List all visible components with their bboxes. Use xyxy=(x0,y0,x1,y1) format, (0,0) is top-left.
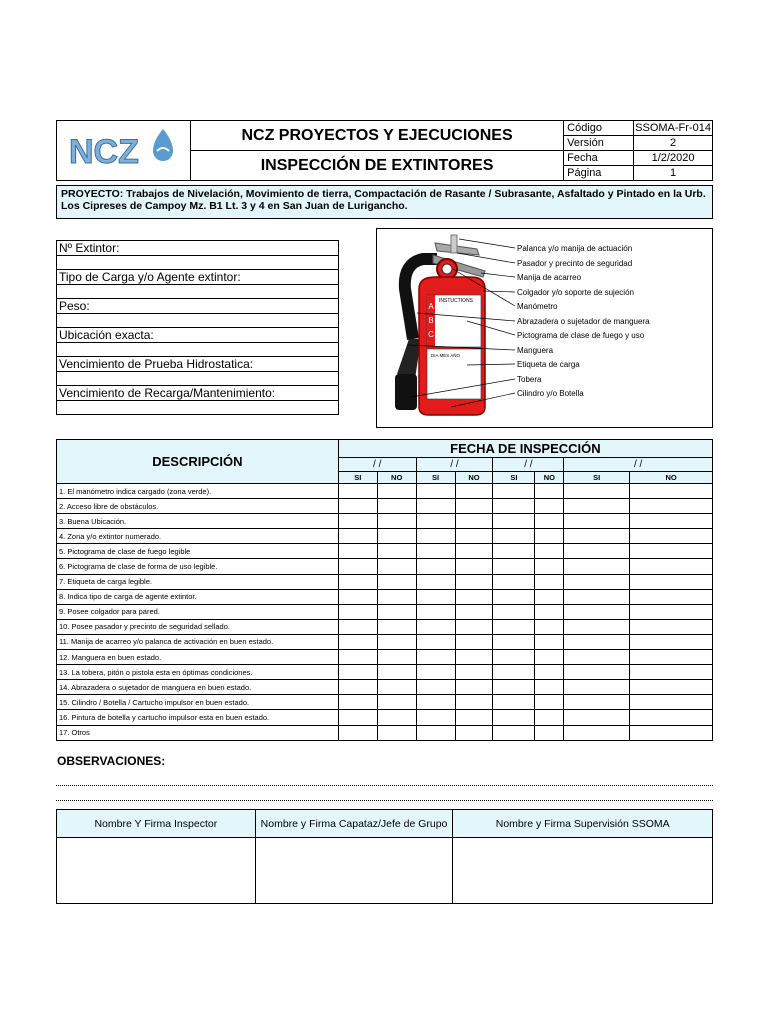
checklist-no-cell[interactable] xyxy=(455,544,493,559)
checklist-no-cell[interactable] xyxy=(630,619,713,634)
si-header: SI xyxy=(416,472,455,484)
checklist-item-label: 5. Pictograma de clase de fuego legible xyxy=(57,544,339,559)
checklist-no-cell[interactable] xyxy=(455,589,493,604)
info-input-tipo-carga[interactable] xyxy=(57,285,339,299)
no-header: NO xyxy=(535,472,564,484)
checklist-si-cell[interactable] xyxy=(493,680,535,695)
checklist-item-label: 14. Abrazadera o sujetador de manguera en buen estado. xyxy=(57,680,339,695)
table-row xyxy=(57,680,713,695)
svg-text:INSTUCTIONS: INSTUCTIONS xyxy=(439,298,473,304)
checklist-no-cell[interactable] xyxy=(630,514,713,529)
checklist-no-cell[interactable] xyxy=(535,499,564,514)
checklist-si-cell[interactable] xyxy=(416,680,455,695)
checklist-no-cell[interactable] xyxy=(630,604,713,619)
checklist-no-cell[interactable] xyxy=(455,559,493,574)
checklist-si-cell[interactable] xyxy=(564,725,630,740)
checklist-si-cell[interactable] xyxy=(564,634,630,649)
callout-manometro: Manómetro xyxy=(517,302,558,311)
callout-pictograma: Pictograma de clase de fuego y uso xyxy=(517,331,645,340)
callout-manguera: Manguera xyxy=(517,346,554,355)
document-title: INSPECCIÓN DE EXTINTORES xyxy=(190,151,563,181)
checklist-si-cell[interactable] xyxy=(338,499,377,514)
observations-label: OBSERVACIONES: xyxy=(57,754,166,768)
info-label-peso: Peso: xyxy=(57,299,339,314)
checklist-item-label: 11. Manija de acarreo y/o palanca de activación en buen estado. xyxy=(57,634,339,649)
checklist-si-cell[interactable] xyxy=(416,589,455,604)
checklist-no-cell[interactable] xyxy=(630,695,713,710)
checklist-si-cell[interactable] xyxy=(338,559,377,574)
checklist-no-cell[interactable] xyxy=(377,589,416,604)
callout-cilindro: Cilindro y/o Botella xyxy=(517,389,584,398)
checklist-no-cell[interactable] xyxy=(630,589,713,604)
svg-text:C: C xyxy=(428,330,434,339)
checklist-si-cell[interactable] xyxy=(493,544,535,559)
checklist-no-cell[interactable] xyxy=(630,544,713,559)
svg-text:DIA MES AÑO: DIA MES AÑO xyxy=(431,353,461,358)
description-header: DESCRIPCIÓN xyxy=(57,440,339,484)
meta-label-version: Versión xyxy=(564,136,634,151)
signature-field-capataz[interactable] xyxy=(255,838,453,904)
checklist-si-cell[interactable] xyxy=(338,665,377,680)
info-input-prueba-hidrostatica[interactable] xyxy=(57,372,339,386)
checklist-no-cell[interactable] xyxy=(455,634,493,649)
project-description: PROYECTO: Trabajos de Nivelación, Movimiento de tierra, Compactación de Rasante / Subrasante, Asfaltado y Pintado en la Urb. Los Cipreses de Campoy Mz. B1 Lt. 3 y 4 en San Juan de Lurigancho. xyxy=(56,185,713,219)
table-row xyxy=(57,559,713,574)
checklist-no-cell[interactable] xyxy=(377,725,416,740)
extinguisher-info-form xyxy=(56,240,339,415)
company-name: NCZ PROYECTOS Y EJECUCIONES xyxy=(190,121,563,151)
checklist-no-cell[interactable] xyxy=(377,665,416,680)
checklist-no-cell[interactable] xyxy=(455,604,493,619)
checklist-si-cell[interactable] xyxy=(416,559,455,574)
checklist-item-label: 2. Acceso libre de obstáculos. xyxy=(57,499,339,514)
checklist-no-cell[interactable] xyxy=(377,619,416,634)
table-row xyxy=(57,604,713,619)
table-row xyxy=(57,634,713,649)
checklist-si-cell[interactable] xyxy=(338,680,377,695)
checklist-si-cell[interactable] xyxy=(338,604,377,619)
checklist-item-label: 3. Buena Ubicación. xyxy=(57,514,339,529)
checklist-si-cell[interactable] xyxy=(493,650,535,665)
checklist-no-cell[interactable] xyxy=(455,574,493,589)
checklist-no-cell[interactable] xyxy=(535,484,564,499)
signatures-table xyxy=(56,809,713,904)
checklist-no-cell[interactable] xyxy=(535,619,564,634)
info-label-recarga: Vencimiento de Recarga/Mantenimiento: xyxy=(57,386,339,401)
checklist-body xyxy=(57,484,713,741)
table-row xyxy=(57,544,713,559)
checklist-no-cell[interactable] xyxy=(377,529,416,544)
checklist-si-cell[interactable] xyxy=(493,514,535,529)
checklist-si-cell[interactable] xyxy=(493,529,535,544)
checklist-si-cell[interactable] xyxy=(564,574,630,589)
checklist-no-cell[interactable] xyxy=(535,695,564,710)
info-input-recarga[interactable] xyxy=(57,401,339,415)
checklist-no-cell[interactable] xyxy=(455,725,493,740)
checklist-si-cell[interactable] xyxy=(564,604,630,619)
info-input-ubicacion[interactable] xyxy=(57,343,339,357)
checklist-si-cell[interactable] xyxy=(564,619,630,634)
checklist-no-cell[interactable] xyxy=(377,574,416,589)
ncz-logo-icon xyxy=(63,121,183,177)
extinguisher-diagram xyxy=(376,228,713,428)
checklist-si-cell[interactable] xyxy=(416,665,455,680)
table-row xyxy=(57,484,713,499)
table-row xyxy=(57,574,713,589)
checklist-no-cell[interactable] xyxy=(630,529,713,544)
checklist-si-cell[interactable] xyxy=(338,544,377,559)
checklist-no-cell[interactable] xyxy=(377,544,416,559)
inspection-date-2[interactable]: / / xyxy=(416,458,493,472)
meta-value-fecha: 1/2/2020 xyxy=(634,151,713,166)
checklist-si-cell[interactable] xyxy=(416,710,455,725)
table-row xyxy=(57,725,713,740)
checklist-si-cell[interactable] xyxy=(338,589,377,604)
info-label-tipo-carga: Tipo de Carga y/o Agente extintor: xyxy=(57,270,339,285)
checklist-item-label: 8. Indica tipo de carga de agente extintor. xyxy=(57,589,339,604)
checklist-item-label: 9. Posee colgador para pared. xyxy=(57,604,339,619)
checklist-no-cell[interactable] xyxy=(455,710,493,725)
checklist-si-cell[interactable] xyxy=(338,695,377,710)
checklist-si-cell[interactable] xyxy=(416,725,455,740)
table-row xyxy=(57,710,713,725)
table-row xyxy=(57,650,713,665)
checklist-si-cell[interactable] xyxy=(338,484,377,499)
checklist-si-cell[interactable] xyxy=(416,529,455,544)
checklist-si-cell[interactable] xyxy=(338,650,377,665)
checklist-no-cell[interactable] xyxy=(377,634,416,649)
checklist-no-cell[interactable] xyxy=(630,499,713,514)
checklist-no-cell[interactable] xyxy=(630,650,713,665)
checklist-no-cell[interactable] xyxy=(377,514,416,529)
observations-line-1[interactable] xyxy=(56,785,713,786)
checklist-no-cell[interactable] xyxy=(535,725,564,740)
checklist-no-cell[interactable] xyxy=(455,529,493,544)
checklist-si-cell[interactable] xyxy=(338,514,377,529)
checklist-si-cell[interactable] xyxy=(416,514,455,529)
callout-pasador: Pasador y precinto de seguridad xyxy=(517,259,633,268)
checklist-si-cell[interactable] xyxy=(338,619,377,634)
checklist-si-cell[interactable] xyxy=(338,725,377,740)
table-row xyxy=(57,589,713,604)
callout-manija: Manija de acarreo xyxy=(517,273,582,282)
checklist-item-label: 7. Etiqueta de carga legible. xyxy=(57,574,339,589)
info-input-peso[interactable] xyxy=(57,314,339,328)
callout-tobera: Tobera xyxy=(517,375,542,384)
table-row xyxy=(57,514,713,529)
signature-label-inspector: Nombre Y Firma Inspector xyxy=(57,810,256,838)
checklist-si-cell[interactable] xyxy=(564,680,630,695)
meta-value-pagina: 1 xyxy=(634,166,713,181)
checklist-si-cell[interactable] xyxy=(564,499,630,514)
checklist-no-cell[interactable] xyxy=(630,725,713,740)
info-label-numero: Nº Extintor: xyxy=(57,241,339,256)
signature-label-supervision: Nombre y Firma Supervisión SSOMA xyxy=(453,810,713,838)
checklist-no-cell[interactable] xyxy=(455,650,493,665)
meta-label-pagina: Página xyxy=(564,166,634,181)
checklist-no-cell[interactable] xyxy=(535,544,564,559)
table-row xyxy=(57,695,713,710)
checklist-no-cell[interactable] xyxy=(535,634,564,649)
checklist-no-cell[interactable] xyxy=(630,634,713,649)
checklist-si-cell[interactable] xyxy=(416,619,455,634)
checklist-item-label: 10. Posee pasador y precinto de seguridad sellado. xyxy=(57,619,339,634)
checklist-si-cell[interactable] xyxy=(493,619,535,634)
checklist-item-label: 16. Pintura de botella y cartucho impulsor esta en buen estado. xyxy=(57,710,339,725)
checklist-item-label: 6. Pictograma de clase de forma de uso legible. xyxy=(57,559,339,574)
checklist-no-cell[interactable] xyxy=(630,710,713,725)
table-row xyxy=(57,665,713,680)
checklist-si-cell[interactable] xyxy=(564,559,630,574)
signature-field-supervision[interactable] xyxy=(453,838,713,904)
checklist-si-cell[interactable] xyxy=(416,634,455,649)
no-header: NO xyxy=(377,472,416,484)
checklist-no-cell[interactable] xyxy=(455,695,493,710)
meta-value-codigo: SSOMA-Fr-014 xyxy=(635,122,711,134)
checklist-no-cell[interactable] xyxy=(377,484,416,499)
checklist-si-cell[interactable] xyxy=(564,514,630,529)
checklist-item-label: 13. La tobera, pitón o pistola esta en óptimas condiciones. xyxy=(57,665,339,680)
company-logo xyxy=(57,121,191,181)
checklist-si-cell[interactable] xyxy=(416,574,455,589)
checklist-si-cell[interactable] xyxy=(493,695,535,710)
checklist-si-cell[interactable] xyxy=(564,710,630,725)
checklist-no-cell[interactable] xyxy=(535,604,564,619)
si-header: SI xyxy=(564,472,630,484)
table-row xyxy=(57,529,713,544)
checklist-si-cell[interactable] xyxy=(493,710,535,725)
info-label-prueba-hidrostatica: Vencimiento de Prueba Hidrostatica: xyxy=(57,357,339,372)
checklist-no-cell[interactable] xyxy=(377,650,416,665)
meta-value-version: 2 xyxy=(634,136,713,151)
table-row xyxy=(57,619,713,634)
callout-palanca: Palanca y/o manija de actuación xyxy=(517,244,633,253)
checklist-si-cell[interactable] xyxy=(493,634,535,649)
checklist-no-cell[interactable] xyxy=(455,619,493,634)
si-header: SI xyxy=(338,472,377,484)
checklist-item-label: 1. El manómetro indica cargado (zona verde). xyxy=(57,484,339,499)
meta-label-codigo: Código xyxy=(564,121,634,136)
checklist-no-cell[interactable] xyxy=(455,484,493,499)
svg-text:A: A xyxy=(428,302,434,311)
checklist-si-cell[interactable] xyxy=(338,529,377,544)
no-header: NO xyxy=(455,472,493,484)
checklist-no-cell[interactable] xyxy=(535,665,564,680)
checklist-si-cell[interactable] xyxy=(493,604,535,619)
checklist-no-cell[interactable] xyxy=(630,665,713,680)
checklist-si-cell[interactable] xyxy=(493,559,535,574)
inspection-date-4[interactable]: / / xyxy=(564,458,713,472)
checklist-si-cell[interactable] xyxy=(564,695,630,710)
si-header: SI xyxy=(493,472,535,484)
svg-text:NCZ: NCZ xyxy=(69,133,140,171)
callout-abrazadera: Abrazadera o sujetador de manguera xyxy=(517,317,650,326)
callout-colgador: Colgador y/o soporte de sujeción xyxy=(517,288,634,297)
checklist-no-cell[interactable] xyxy=(535,589,564,604)
table-row xyxy=(57,499,713,514)
checklist-no-cell[interactable] xyxy=(535,529,564,544)
checklist-item-label: 4. Zona y/o extintor numerado. xyxy=(57,529,339,544)
callout-etiqueta: Etiqueta de carga xyxy=(517,360,580,369)
checklist-no-cell[interactable] xyxy=(455,680,493,695)
checklist-si-cell[interactable] xyxy=(493,589,535,604)
checklist-no-cell[interactable] xyxy=(535,559,564,574)
checklist-si-cell[interactable] xyxy=(493,499,535,514)
header-table xyxy=(56,120,713,181)
checklist-item-label: 15. Cilindro / Botella / Cartucho impulsor en buen estado. xyxy=(57,695,339,710)
checklist-si-cell[interactable] xyxy=(564,544,630,559)
checklist-si-cell[interactable] xyxy=(564,484,630,499)
checklist-no-cell[interactable] xyxy=(377,710,416,725)
checklist-no-cell[interactable] xyxy=(630,559,713,574)
info-input-numero[interactable] xyxy=(57,256,339,270)
checklist-si-cell[interactable] xyxy=(416,695,455,710)
signature-label-capataz: Nombre y Firma Capataz/Jefe de Grupo xyxy=(255,810,453,838)
checklist-si-cell[interactable] xyxy=(338,710,377,725)
checklist-si-cell[interactable] xyxy=(493,484,535,499)
checklist-si-cell[interactable] xyxy=(416,544,455,559)
inspection-date-header: FECHA DE INSPECCIÓN xyxy=(338,440,712,458)
checklist-si-cell[interactable] xyxy=(564,529,630,544)
checklist-no-cell[interactable] xyxy=(455,499,493,514)
info-label-ubicacion: Ubicación exacta: xyxy=(57,328,339,343)
checklist-item-label: 12. Manguera en buen estado. xyxy=(57,650,339,665)
checklist-no-cell[interactable] xyxy=(377,499,416,514)
checklist-no-cell[interactable] xyxy=(535,514,564,529)
checklist-si-cell[interactable] xyxy=(416,604,455,619)
checklist-no-cell[interactable] xyxy=(377,604,416,619)
checklist-si-cell[interactable] xyxy=(493,665,535,680)
checklist-no-cell[interactable] xyxy=(455,665,493,680)
no-header: NO xyxy=(630,472,713,484)
checklist-no-cell[interactable] xyxy=(535,680,564,695)
checklist-si-cell[interactable] xyxy=(338,634,377,649)
inspection-checklist xyxy=(56,439,713,741)
checklist-no-cell[interactable] xyxy=(535,650,564,665)
checklist-no-cell[interactable] xyxy=(630,484,713,499)
checklist-si-cell[interactable] xyxy=(564,650,630,665)
checklist-si-cell[interactable] xyxy=(564,665,630,680)
checklist-no-cell[interactable] xyxy=(377,559,416,574)
checklist-no-cell[interactable] xyxy=(377,680,416,695)
checklist-item-label: 17. Otros xyxy=(57,725,339,740)
checklist-no-cell[interactable] xyxy=(630,574,713,589)
inspection-date-3[interactable]: / / xyxy=(493,458,564,472)
checklist-si-cell[interactable] xyxy=(493,725,535,740)
checklist-si-cell[interactable] xyxy=(416,499,455,514)
observations-line-2[interactable] xyxy=(56,800,713,801)
signature-field-inspector[interactable] xyxy=(57,838,256,904)
checklist-no-cell[interactable] xyxy=(455,514,493,529)
checklist-si-cell[interactable] xyxy=(416,650,455,665)
checklist-no-cell[interactable] xyxy=(377,695,416,710)
checklist-si-cell[interactable] xyxy=(416,484,455,499)
checklist-si-cell[interactable] xyxy=(564,589,630,604)
checklist-no-cell[interactable] xyxy=(630,680,713,695)
checklist-no-cell[interactable] xyxy=(535,574,564,589)
svg-text:B: B xyxy=(428,316,434,325)
checklist-no-cell[interactable] xyxy=(535,710,564,725)
inspection-date-1[interactable]: / / xyxy=(338,458,416,472)
checklist-si-cell[interactable] xyxy=(493,574,535,589)
checklist-si-cell[interactable] xyxy=(338,574,377,589)
meta-label-fecha: Fecha xyxy=(564,151,634,166)
